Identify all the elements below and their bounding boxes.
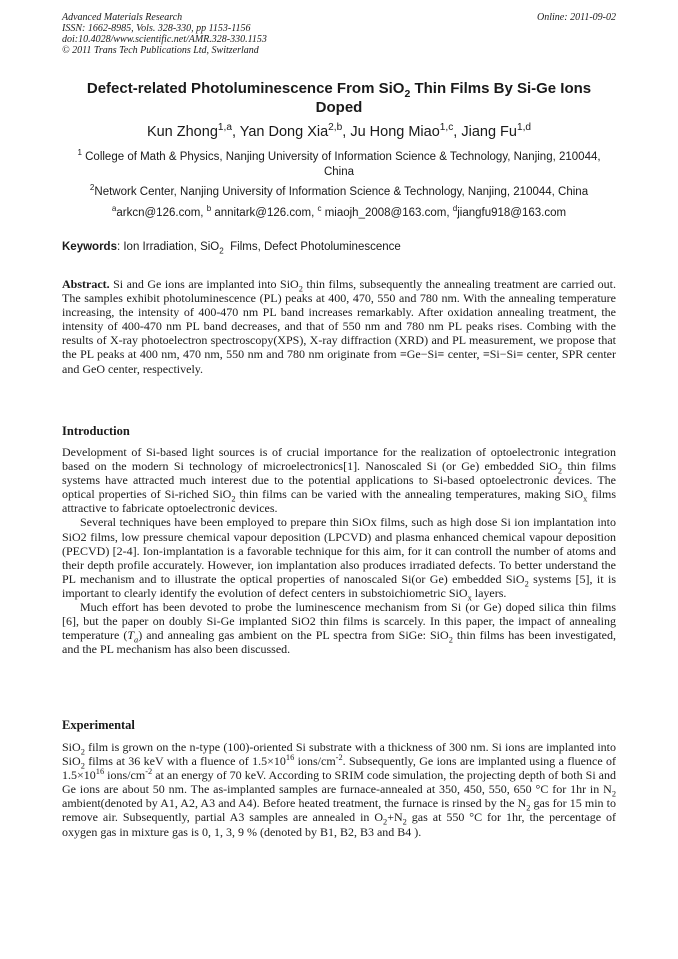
abstract-label: Abstract.	[62, 277, 110, 291]
email-link[interactable]: arkcn@126.com	[116, 207, 201, 219]
issn-line: ISSN: 1662-8985, Vols. 328-330, pp 1153-1156	[62, 23, 251, 34]
paragraph: SiO$_2$ film is grown on the n-type (100)-oriented Si substrate with a thickness of 300 nm. Si ions are implanted into SiO$_2$ films at 36 keV with a fluence of $1.5\times 10^{16}$ ions/$cm^{-2}$. Subsequently, Ge ions are implanted using a fluence of $1.5\times 10^{16}$ ions/$cm^{-2}$ at an energy of 70 keV. According to SRIM code simulation, the projecting depth of both Si and Ge ions are about 50 nm. The as-implanted samples are furnace-annealed at 350, 450, 550, 650 °C for 1hr in $N_2$ ambient(denoted by A1, A2, A3 and A4). Before heated treatment, the furnace is rinsed by the $N_2$ gas for 15 min to remove air. Subsequently, partial A3 samples are annealed in $O_2+N_2$ gas at 550 °C for 1hr, the percentage of oxygen gas in mixture gas is 0, 1, 3, 9 % (denoted by B1, B2, B3 and B4 ).	[62, 740, 617, 839]
keywords-label: Keywords	[62, 241, 117, 253]
author-name: Yan Dong Xia	[239, 124, 329, 140]
email-link[interactable]: annitark@126.com	[214, 207, 312, 219]
email-list: $^a$arkcn@126.com, $^b$ annitark@126.com, $^c$ miaojh_2008@163.com, $^d$jiangfu918@163.com	[111, 204, 567, 219]
paragraph: Much effort has been devoted to probe the luminescence mechanism from Si (or Ge) doped silica thin films [6], but the paper on doubly Si-Ge implanted SiO2 thin films is scarcely. In this paper, the impact of annealing temperature $(T_a)$ and annealing gas ambient on the PL spectra from SiGe: SiO$_2$ thin films has been investigated, and the PL mechanism has also been discussed.	[62, 600, 616, 657]
author-name: Kun Zhong	[146, 124, 218, 140]
introduction-body	[62, 445, 616, 656]
keywords-line: Keywords: Ion Irradiation, SiO$_2$ Films, Defect Photoluminescence	[62, 241, 401, 256]
section-heading-experimental: Experimental	[62, 718, 135, 732]
paper-title: Defect-related Photoluminescence From SiO$_2$ Thin Films By Si-Ge Ions Doped	[86, 80, 592, 116]
abstract: Abstract. Si and Ge ions are implanted into SiO$_2$ thin films, subsequently the annealing treatment are carried out. The samples exhibit photoluminescence (PL) peaks at 400, 470, 550 and 780 nm. With the annealing temperature increasing, the intensity of 400-470 nm PL band increases remarkably. After oxidation annealing treatment, the intensity of 400-470 nm PL band decreases, and that of 550 nm and 780 nm PL peaks rises. Combing with the results of X-ray photoelectron spectroscopy(XPS), X-ray diffraction (XRD) and PL measurement, we propose that the PL peaks at 400 nm, 470 nm, 550 nm and 780 nm originate from ≡Ge−Si≡ center, ≡Si−Si≡ center, SPR center and GeO center, respectively.	[62, 277, 616, 376]
email-link[interactable]: jiangfu918@163.com	[457, 207, 567, 219]
online-date: Online: 2011-09-02	[537, 12, 616, 23]
experimental-body	[62, 740, 616, 839]
paragraph: Several techniques have been employed to prepare thin SiOx films, such as high dose Si ion implantation into SiO2 films, low pressure chemical vapour deposition (LPCVD) and plasma enhanced chemical vapour deposition (PECVD) [2-4]. Ion-implantation is a favorable technique for this aim, for it can controll the number of atoms and their depth profile accurately. However, ion implantation also produces irradiated defects. To better understand the PL mechanism and to illustrate the optical properties of nanoscaled Si(or Ge) embedded SiO$_2$ systems [5], it is important to clearly identify the evolution of defect centers in substoichiometric SiO$_x$ layers.	[62, 515, 616, 603]
doi-line: doi:10.4028/www.scientific.net/AMR.328-330.1153	[62, 34, 267, 45]
paragraph: Development of Si-based light sources is of crucial importance for the realization of optoelectronic integration based on the modern Si technology of microelectronics[1]. Nanoscaled Si (or Ge) embedded SiO$_2$ thin films systems have attracted much interest due to the potential applications to Si-based optoelectronic devices. The optical properties of Si-riched SiO$_2$ thin films can be varied with the annealing temperatures, making SiO$_x$ films attractive to fabricate optoelectronic devices.	[62, 445, 617, 516]
email-link[interactable]: miaojh_2008@163.com	[324, 207, 447, 219]
copyright-line: © 2011 Trans Tech Publications Ltd, Switzerland	[62, 45, 259, 56]
author-list: Kun Zhong$^{1,a}$, Yan Dong Xia$^{2,b}$, Ju Hong Miao$^{1,c}$, Jiang Fu$^{1,d}$	[146, 122, 532, 140]
affiliation-1: $^1$ College of Math & Physics, Nanjing University of Information Science & Technology, Nanjing, 210044, China	[77, 148, 601, 178]
author-name: Ju Hong Miao	[350, 124, 440, 140]
journal-header	[62, 12, 616, 56]
affiliation-2: $^2$Network Center, Nanjing University of Information Science & Technology, Nanjing, 210044, China	[89, 183, 589, 198]
author-name: Jiang Fu	[461, 124, 517, 140]
section-heading-introduction: Introduction	[62, 424, 130, 438]
journal-name: Advanced Materials Research	[62, 12, 183, 23]
